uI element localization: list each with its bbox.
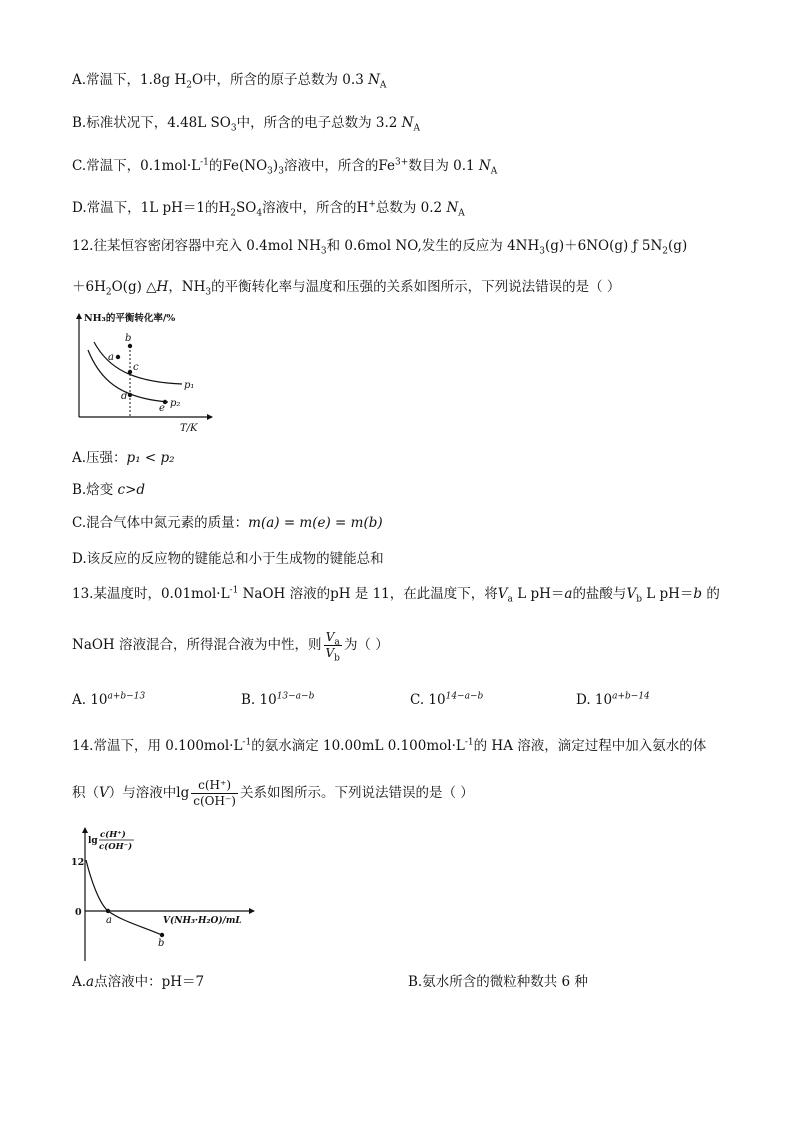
q14-option-b: B.氨水所含的微粒种数共 6 种: [408, 974, 588, 990]
q13-stem-line1: 13.某温度时，$0.01mol\cdot L^{-1}$ NaOH 溶液的pH 是 11，在此温度下，将$V_a$ L pH＝a的盐酸与$V_b$ L pH＝b 的: [72, 585, 720, 605]
q14-label-b: b: [158, 938, 165, 949]
q12-option-c: C.混合气体中氮元素的质量：m(a) = m(e) = m(b): [72, 515, 383, 531]
q12-label-e: e: [159, 403, 165, 414]
q14-y-label-lg: lg: [88, 836, 98, 846]
q13-option-c: C. $10^{14-a-b}$: [410, 691, 484, 708]
q12-point-b: [128, 344, 132, 348]
q12-point-a: [116, 355, 120, 359]
q12-point-c: [128, 370, 132, 374]
q14-y-tick-0: 0: [75, 907, 82, 918]
q12-label-p1: p₁: [184, 380, 195, 391]
q12-option-d: D.该反应的反应物的键能总和小于生成物的键能总和: [72, 551, 384, 567]
q13-ratio-fraction: $\frac{V_a}{V_b}$: [325, 630, 340, 664]
q11-option-d: D.常温下，1L pH＝1的$H_2SO_4$溶液中，所含的H+总数为 0.2 $N_A$: [72, 199, 465, 219]
q14-option-a: A.a点溶液中：pH＝7: [72, 974, 205, 990]
q11-option-c: C.常温下，$0.1mol\cdot L^{-1}$的$Fe(NO_3)_3$溶液中，所含的$Fe^{3+}$数目为 0.1 $N_A$: [72, 157, 498, 177]
q14-x-label: V(NH₃·H₂O)/mL: [163, 916, 242, 926]
q14-lg-fraction: $\frac{c(H^+)}{c(OH^-)}$: [193, 778, 236, 808]
q12-label-b: b: [125, 333, 132, 344]
q12-figure: [70, 310, 220, 435]
q14-y-label-num: c(H⁺): [100, 830, 126, 840]
q11-option-b: B.标准状况下，4.48L $SO_3$中，所含的电子总数为 3.2 $N_A$: [72, 115, 420, 134]
q14-y-tick-12: 12: [71, 857, 85, 868]
q13-option-d: D. $10^{a+b-14}$: [576, 691, 650, 708]
q14-label-a: a: [106, 915, 112, 926]
q14-point-a: [106, 909, 110, 913]
q12-label-p2: p₂: [170, 398, 181, 409]
q14-stem-line1: 14.常温下，用 $0.100mol\cdot L^{-1}$的氨水滴定 10.00mL $0.100mol\cdot L^{-1}$的 HA 溶液，滴定过程中加入氨水的体: [72, 737, 707, 754]
q14-curve: [86, 860, 162, 935]
q11-option-a: A.常温下，1.8g $H_2O$中，所含的原子总数为 0.3 $N_A$: [72, 72, 387, 91]
q12-label-c: c: [133, 362, 139, 373]
q12-option-a: A.压强：p₁ < p₂: [72, 450, 175, 466]
q12-stem-line2: $+6H_2O(g)$ △H，$NH_3$的平衡转化率与温度和压强的关系如图所示，下列说法错误的是（ ）: [72, 279, 621, 298]
q13-option-b: B. $10^{13-a-b}$: [241, 691, 315, 708]
q12-point-d: [128, 393, 132, 397]
q12-y-label: NH₃的平衡转化率/%: [84, 313, 176, 324]
q12-label-a: a: [108, 352, 114, 363]
q12-label-d: d: [121, 391, 128, 402]
q14-y-label-den: c(OH⁻): [99, 842, 133, 852]
q13-option-a: A. $10^{a+b-13}$: [72, 691, 146, 708]
q14-figure: [70, 826, 260, 966]
q12-x-label: T/K: [180, 423, 198, 434]
q12-stem-line1: 12.往某恒容密闭容器中充入 0.4mol $NH_3$和 0.6mol NO,发生的反应为 $4NH_3(g)+6NO(g)$ ƒ $5N_2(g)$: [72, 238, 688, 257]
q12-option-b: B.焓变 c>d: [72, 482, 146, 498]
q14-stem-line2: 积（V）与溶液中lg $\frac{c(H^+)}{c(OH^-)}$ 关系如图所示。下列说法错误的是（ ）: [72, 778, 474, 808]
q14-point-b: [160, 933, 164, 937]
q13-stem-line2: NaOH 溶液混合，所得混合液为中性，则 $\frac{V_a}{V_b}$ 为（ ）: [72, 630, 389, 664]
